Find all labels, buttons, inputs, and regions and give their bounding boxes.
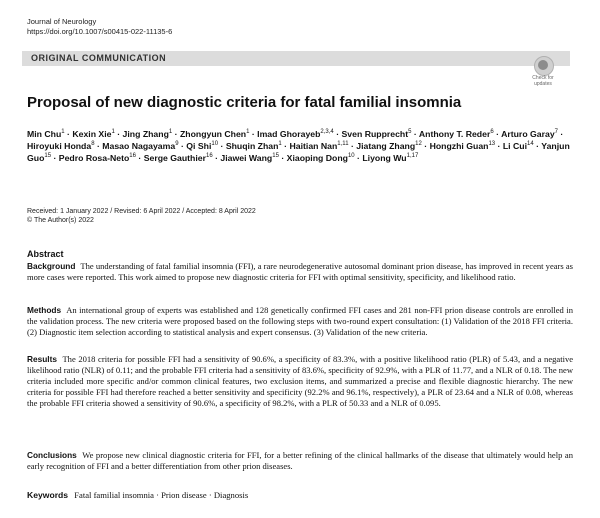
author-item[interactable]	[27, 129, 65, 139]
author-affiliation: 1	[168, 129, 173, 136]
abstract-conclusions	[27, 450, 573, 472]
article-dates: Received: 1 January 2022 / Revised: 6 April 2022 / Accepted: 8 April 2022	[27, 208, 256, 215]
author-name[interactable]: Shuqin Zhan	[225, 141, 279, 151]
author-name[interactable]: Kexin Xie	[72, 129, 112, 139]
author-item[interactable]	[123, 129, 173, 139]
author-affiliation: 14	[527, 141, 534, 148]
author-affiliation: 8	[91, 141, 95, 148]
author-item[interactable]	[72, 129, 114, 139]
author-affiliation: 6	[490, 129, 494, 136]
author-item[interactable]	[287, 153, 355, 163]
author-item[interactable]	[503, 141, 534, 151]
author-item[interactable]	[430, 141, 496, 151]
author-name[interactable]: Qi Shi	[186, 141, 212, 151]
author-name[interactable]: Serge Gauthier	[143, 153, 206, 163]
methods-text: An international group of experts was established and 128 genetically confirmed FFI cases and 281 non-FFI prion disease controls are enrolled in the validation process. The new criteria were proposed based on the following steps with two-round expert consultation: (1) Validation of the 2018 FFI criteria. (2) Diagnostic item selection according to statistical analysis and expert consensus. (3) Validation of the new criteria.	[27, 305, 573, 338]
conclusions-label: Conclusions	[27, 450, 77, 460]
author-name[interactable]: Pedro Rosa-Neto	[58, 153, 130, 163]
author-name[interactable]: Min Chu	[27, 129, 62, 139]
author-name[interactable]: Jing Zhang	[122, 129, 169, 139]
methods-label: Methods	[27, 305, 62, 315]
author-item[interactable]	[144, 153, 213, 163]
author-item[interactable]	[290, 141, 349, 151]
keywords-text: Fatal familial insomnia · Prion disease · Diagnosis	[74, 490, 249, 500]
author-item[interactable]	[356, 141, 422, 151]
author-name[interactable]: Yanjun Guo	[27, 141, 570, 163]
author-name[interactable]: Hongzhi Guan	[429, 141, 489, 151]
keywords-label: Keywords	[27, 490, 69, 500]
author-affiliation: 5	[408, 129, 412, 136]
author-name[interactable]: Jiatang Zhang	[356, 141, 416, 151]
author-name[interactable]: Hiroyuki Honda	[27, 141, 92, 151]
author-item[interactable]	[186, 141, 218, 151]
author-affiliation: 15	[44, 153, 52, 160]
author-item[interactable]	[59, 153, 136, 163]
author-affiliation: 1	[246, 129, 250, 136]
doi-link[interactable]: https://doi.org/10.1007/s00415-022-11135-6	[27, 27, 173, 36]
author-name[interactable]: Sven Rupprecht	[341, 129, 409, 139]
author-name[interactable]: Anthony T. Reder	[418, 129, 491, 139]
background-label: Background	[27, 261, 76, 271]
author-item[interactable]	[180, 129, 249, 139]
article-title: Proposal of new diagnostic criteria for fatal familial insomnia	[27, 94, 462, 111]
check-for-updates-text: Check for updates	[532, 75, 554, 87]
author-affiliation: 2,3,4	[320, 129, 334, 136]
author-item[interactable]	[27, 141, 95, 151]
author-name[interactable]: Arturo Garay	[501, 129, 555, 139]
author-name[interactable]: Zhongyun Chen	[179, 129, 247, 139]
author-item[interactable]	[226, 141, 282, 151]
author-affiliation: 1	[61, 129, 65, 136]
author-affiliation: 1,17	[406, 153, 419, 160]
author-affiliation: 1	[111, 129, 115, 136]
background-text: The understanding of fatal familial insomnia (FFI), a rare neurodegenerative autosomal dominant prion disease, has improved in recent years as more cases were reported. This work aimed to propose new diagnostic criteria for FFI with optimal sensitivity, specificity, and likelihood ratio.	[27, 261, 573, 283]
author-affiliation: 1	[278, 141, 282, 148]
abstract-methods	[27, 305, 573, 338]
author-item[interactable]	[220, 153, 279, 163]
author-list: Min Chu$^1$ · Kexin Xie$^1$ · Jing Zhang$^1$ · Zhongyun Chen$^1$ · Imad Ghorayeb$^{2,3,4}$ · Sven Rupprecht$^5$ · Anthony T. Reder$^6$ · Arturo Garay$^7$ · Hiroyuki Honda$^8$ · Masao Nagayama$^9$ · Qi Shi$^{10}$ · Shuqin Zhan$^1$ · Haitian Nan$^{1,11}$ · Jiatang Zhang$^{12}$ · Hongzhi Guan$^{13}$ · Li Cui$^{14}$ · Yanjun Guo$^{15}$ · Pedro Rosa-Neto$^{16}$ · Serge Gauthier$^{16}$ · Jiawei Wang$^{15}$ · Xiaoping Dong$^{10}$ · Liyong Wu$^{1,17}$	[27, 129, 570, 163]
copyright-notice: © The Author(s) 2022	[27, 217, 94, 224]
keywords-line	[27, 490, 248, 501]
author-name[interactable]: Jiawei Wang	[220, 153, 273, 163]
author-name[interactable]: Liyong Wu	[362, 153, 407, 163]
author-item[interactable]	[342, 129, 412, 139]
author-affiliation: 10	[347, 153, 355, 160]
author-item[interactable]	[501, 129, 558, 139]
bookmark-ribbon-icon	[538, 60, 548, 70]
author-affiliation: 7	[554, 129, 559, 136]
article-type-label: ORIGINAL COMMUNICATION	[31, 53, 167, 63]
check-for-updates-badge[interactable]	[527, 55, 559, 89]
author-affiliation: 16	[129, 153, 136, 160]
author-item[interactable]	[362, 153, 418, 163]
author-name[interactable]: Imad Ghorayeb	[257, 129, 321, 139]
author-affiliation: 15	[272, 153, 279, 160]
conclusions-text: We propose new clinical diagnostic criteria for FFI, for a better refining of the clinical hallmarks of the disease that ultimately would help an early recognition of FFI and a better differentiation from other prion diseases.	[27, 450, 573, 472]
abstract-results	[27, 354, 573, 409]
author-affiliation: 12	[415, 141, 422, 148]
author-item[interactable]	[102, 141, 178, 151]
author-name[interactable]: Xiaoping Dong	[286, 153, 348, 163]
author-name[interactable]: Masao Nagayama	[102, 141, 176, 151]
results-label: Results	[27, 354, 57, 364]
author-affiliation: 16	[205, 153, 213, 160]
author-name[interactable]: Haitian Nan	[289, 141, 338, 151]
author-affiliation: 1,11	[337, 141, 349, 148]
article-type-banner	[22, 51, 570, 66]
author-affiliation: 13	[488, 141, 496, 148]
author-name[interactable]: Li Cui	[502, 141, 528, 151]
journal-name: Journal of Neurology	[27, 17, 97, 26]
author-affiliation: 9	[175, 141, 179, 148]
author-item[interactable]	[419, 129, 494, 139]
author-affiliation: 10	[211, 141, 219, 148]
abstract-heading: Abstract	[27, 249, 64, 259]
results-text: The 2018 criteria for possible FFI had a sensitivity of 90.6%, a specificity of 83.3%, with a positive likelihood ratio (PLR) of 5.43, and a negative likelihood ratio (NLR) of 0.11; and the probable FFI criteria had a sensitivity of 83.6%, specificity of 92.9%, with a PLR of 11.77, and a NLR of 0.18. The new criteria included more specific and/or common clinical features, two exclusion items, and summarized a precise and flexible diagnostic hierarchy. The new criteria for possible FFI had therefore reached a better sensitivity and specificity (92.2% and 96.1%, respectively), a PLR of 23.64 and a NLR of 0.08, whereas the probable FFI criteria showed a sensitivity of 90.6%, a specificity of 98.2%, with a PLR of 50.33 and a NLR of 0.095.	[27, 354, 574, 409]
author-item[interactable]	[257, 129, 334, 139]
abstract-background	[27, 261, 573, 283]
